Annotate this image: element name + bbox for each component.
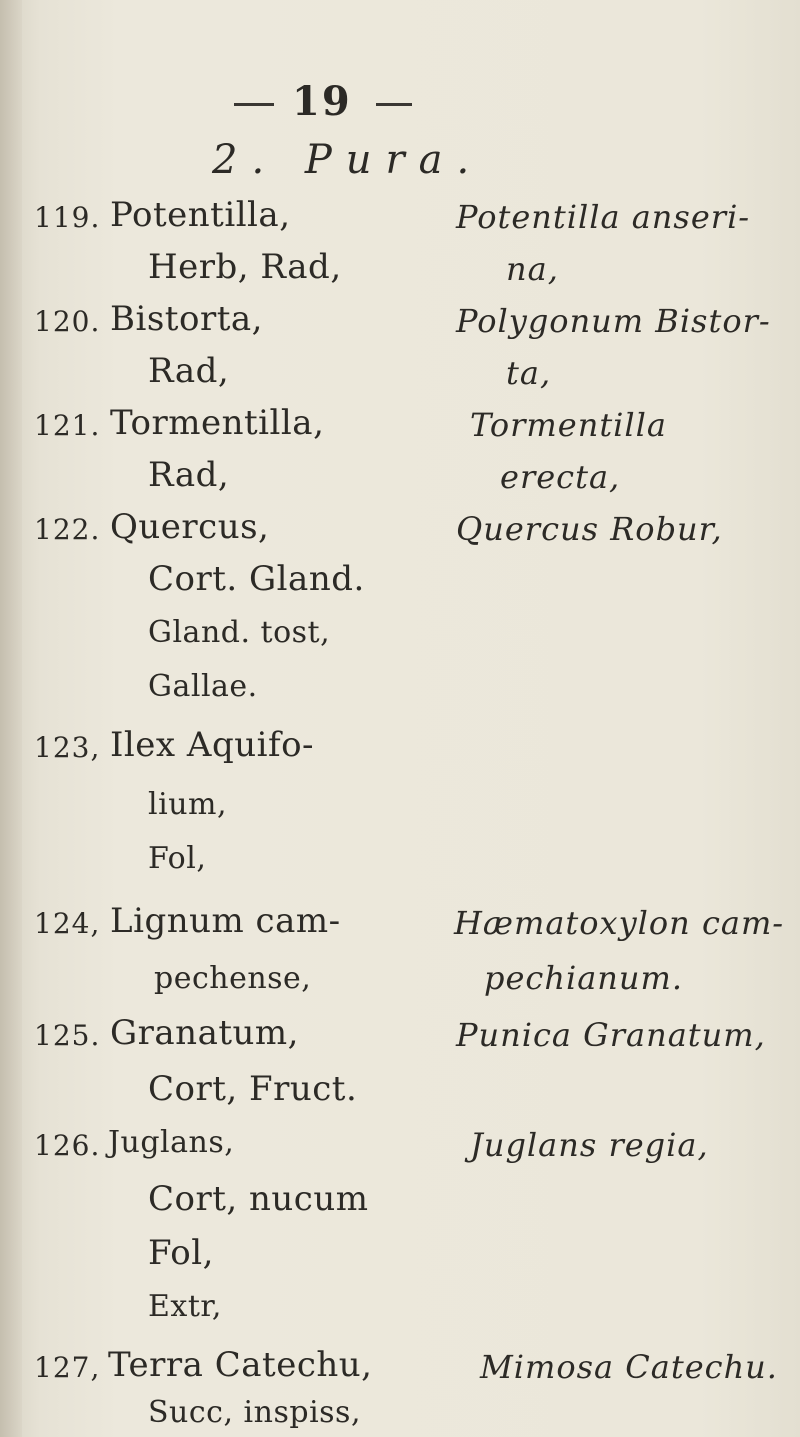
entry-species: na, xyxy=(506,250,559,288)
entry-name: Bistorta, xyxy=(110,299,263,339)
entry-name: Ilex Aquifo- xyxy=(110,725,315,765)
entry-parts: Herb, Rad, xyxy=(148,247,342,287)
entry-number: 124, xyxy=(34,907,101,940)
entry-name: Granatum, xyxy=(110,1013,299,1053)
entry-number: 119. xyxy=(34,201,101,234)
entry-species: Punica Granatum, xyxy=(456,1016,766,1054)
entry-parts: Cort. Gland. xyxy=(148,559,365,599)
entry-parts: Fol, xyxy=(148,841,207,876)
entry-species: Quercus Robur, xyxy=(456,510,723,548)
entry-number: 122. xyxy=(34,513,101,546)
entry-number: 125. xyxy=(34,1019,101,1052)
entry-species: pechianum. xyxy=(484,959,683,997)
entry-species: erecta, xyxy=(500,458,621,496)
entry-name: Quercus, xyxy=(110,507,270,547)
entry-name: Potentilla, xyxy=(110,195,291,235)
header-right-dash xyxy=(376,103,412,106)
entry-parts: Succ, inspiss, xyxy=(148,1395,361,1430)
entry-species: Potentilla anseri- xyxy=(456,198,751,236)
entry-parts: Gallae. xyxy=(148,669,258,704)
entry-name: Tormentilla, xyxy=(110,403,325,443)
entry-parts: Gland. tost, xyxy=(148,615,331,650)
entry-parts: Extr, xyxy=(148,1289,222,1324)
entry-species: Hæmatoxylon cam- xyxy=(454,904,785,942)
entry-species: Mimosa Catechu. xyxy=(480,1348,778,1386)
entry-parts: Fol, xyxy=(148,1233,214,1273)
entry-species: Tormentilla xyxy=(470,406,667,444)
header-left-dash xyxy=(234,103,274,106)
entry-number: 120. xyxy=(34,305,101,338)
entry-number: 126. xyxy=(34,1129,101,1162)
entry-parts: Rad, xyxy=(148,455,230,495)
entry-parts: lium, xyxy=(148,787,227,822)
entry-number: 121. xyxy=(34,409,101,442)
entry-parts: Rad, xyxy=(148,351,230,391)
entry-name: Lignum cam- xyxy=(110,901,341,941)
entry-number: 123, xyxy=(34,731,101,764)
entry-name: Terra Catechu, xyxy=(108,1345,373,1385)
entry-species: Polygonum Bistor- xyxy=(456,302,771,340)
entry-name: Juglans, xyxy=(108,1125,235,1160)
entry-parts: Cort, nucum xyxy=(148,1179,369,1219)
entry-parts: pechense, xyxy=(154,961,312,996)
page-number: 19 xyxy=(292,78,352,125)
entry-species: ta, xyxy=(506,354,552,392)
section-heading: 2. Pura. xyxy=(212,137,484,183)
entry-number: 127, xyxy=(34,1351,101,1384)
entry-species: Juglans regia, xyxy=(470,1126,709,1164)
entry-parts: Cort, Fruct. xyxy=(148,1069,358,1109)
page-binding-shadow xyxy=(0,0,22,1437)
